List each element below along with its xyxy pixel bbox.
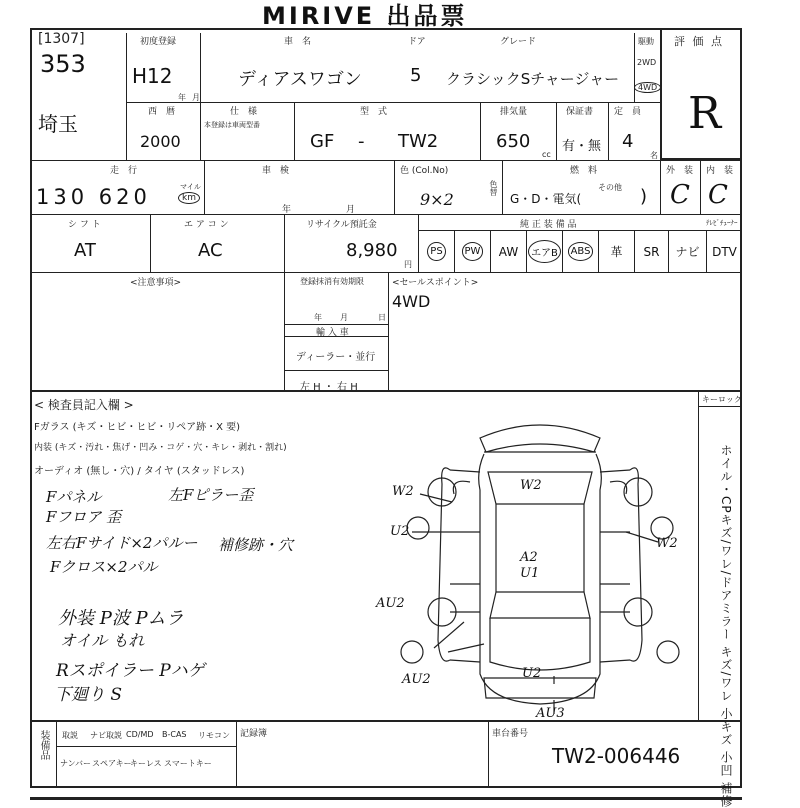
grid-line	[56, 746, 236, 747]
displacement-label: 排気量	[500, 107, 528, 117]
equipment-item-label: SR	[643, 244, 660, 259]
damage-mark: AU2	[402, 672, 431, 687]
grid-line	[388, 272, 389, 390]
model-value-1: GF	[310, 131, 335, 152]
grid-line	[30, 214, 742, 215]
reg-day: 日	[378, 313, 386, 322]
footer-item: キーレス	[130, 759, 162, 768]
drive-label: 駆動	[638, 37, 654, 46]
ac-label: エ ア コ ン	[184, 220, 229, 230]
equipment-item	[418, 231, 454, 272]
handnote-3: 左Fピラー歪	[168, 486, 254, 504]
model-value-3: TW2	[398, 131, 439, 152]
inspection-year: 年	[282, 205, 292, 215]
displacement-unit: cc	[542, 150, 551, 159]
keylock-label: キーロック	[702, 395, 742, 404]
lot-number: 353	[40, 50, 86, 78]
warranty-value: 有・無	[562, 139, 602, 154]
mileage-unit-circle: km	[178, 192, 200, 204]
handnote-10: 下廻り S	[54, 685, 123, 705]
inspection-month: 月	[346, 205, 356, 215]
lot-code: [1307]	[38, 31, 85, 47]
first-reg-value: H12	[132, 64, 173, 88]
sheet-title: MIRIVE 出品票	[262, 2, 468, 30]
fuel-close: )	[640, 186, 648, 207]
first-reg-month-label: 月	[192, 93, 200, 102]
capacity-unit: 名	[650, 151, 658, 160]
ac-value: AC	[198, 240, 223, 261]
grid-line	[660, 160, 661, 214]
capacity-value: 4	[622, 131, 634, 152]
chassis-value: TW2-006446	[552, 744, 681, 768]
fuel-other: その他	[598, 183, 622, 192]
western-year-value: 2000	[140, 132, 181, 151]
exterior-value: C	[670, 180, 690, 210]
damage-mark: U2	[390, 524, 410, 539]
grid-line	[488, 720, 489, 788]
footer-item: スマートキー	[164, 759, 212, 768]
grid-line	[236, 720, 237, 788]
footer-item: ナンバー	[60, 759, 92, 768]
warranty-label: 保証書	[566, 107, 594, 117]
caution-label: <注意事項>	[130, 278, 182, 288]
grid-line	[284, 272, 285, 390]
grid-line	[502, 160, 503, 214]
grade-value: クラシックSチャージャー	[446, 70, 620, 88]
mileage-unit-top: マイル	[180, 183, 201, 191]
first-reg-label: 初度登録	[140, 37, 177, 47]
grid-line	[30, 272, 742, 273]
tv-label: ﾃﾚﾋﾞﾁｭｰﾅｰ	[706, 219, 738, 227]
grid-line	[698, 406, 742, 407]
grid-line	[30, 390, 742, 392]
recycle-value: 8,980	[346, 240, 398, 261]
mileage-unit	[178, 192, 200, 204]
doors-value: 5	[410, 65, 422, 86]
grid-line	[126, 33, 127, 160]
equipment-item	[454, 231, 490, 272]
equipment-item-label: エアB	[528, 240, 561, 263]
origin-label: 仕 様	[230, 107, 258, 117]
grid-line	[30, 160, 742, 161]
footer-item: スペアキー	[92, 759, 132, 768]
side-damage-text: ホイル・CPキズ/ワレ/ドアミラー キズ/ワレ 小キズ 小凹 補修	[719, 444, 733, 808]
damage-mark: W2	[392, 484, 414, 499]
color-value: 9×2	[420, 190, 454, 209]
exterior-label: 外 装	[666, 166, 694, 176]
region: 埼玉	[38, 112, 78, 136]
equipment-item-label: PS	[427, 242, 445, 261]
damage-mark: A2	[520, 550, 538, 565]
equipment-item-label: ABS	[568, 242, 594, 261]
audio-line: オーディオ (無し・穴) / タイヤ (スタッドレス)	[34, 466, 245, 477]
grid-line	[294, 102, 295, 160]
sales-point-value: 4WD	[392, 292, 431, 311]
model-label: 型 式	[360, 107, 388, 117]
fuel-label: 燃 料	[570, 166, 598, 176]
handnote-4: 左右Fサイド×2パルー	[46, 534, 198, 552]
damage-mark: AU2	[376, 596, 405, 611]
import-value: ディーラー・並行	[296, 352, 376, 363]
equipment-item	[490, 231, 526, 272]
handnote-2: Fフロア 歪	[46, 508, 122, 526]
grid-line	[204, 160, 205, 214]
footer-item: ナビ取説	[90, 731, 122, 740]
record-label: 記録簿	[240, 729, 268, 739]
grade-label: グレード	[500, 37, 537, 47]
displacement-value: 650	[496, 131, 531, 152]
fuel-value: G・D・電気(	[510, 192, 582, 206]
score-value: R	[688, 88, 722, 139]
equipment-item-label: PW	[462, 242, 484, 261]
doors-label: ドア	[408, 37, 426, 47]
damage-mark: AU3	[536, 706, 565, 721]
western-year-label: 西 暦	[148, 107, 176, 117]
car-name-value: ディアスワゴン	[238, 69, 362, 90]
grid-line	[200, 33, 201, 160]
footer-item: リモコン	[198, 731, 230, 740]
shift-label: シ フ ト	[68, 220, 101, 230]
shift-value: AT	[74, 240, 96, 261]
glass-line: Fガラス (キズ・ヒビ・ヒビ・リペア跡・X 要)	[34, 422, 241, 433]
equipment-item-label: ナビ	[675, 245, 700, 259]
grid-line	[556, 102, 557, 160]
equipment-item	[668, 231, 706, 272]
grid-line	[150, 214, 151, 272]
damage-mark: U1	[520, 566, 540, 581]
equipment-item	[598, 231, 634, 272]
inspection-label: 車 検	[262, 166, 290, 176]
equipment-item-label: DTV	[712, 244, 737, 259]
drive-2wd: 2WD	[637, 58, 657, 67]
recycle-label: リサイクル預託金	[306, 220, 377, 230]
equipment-item	[634, 231, 668, 272]
equipment-label: 純 正 装 備 品	[520, 220, 577, 230]
mileage-value: 130 620	[36, 185, 151, 209]
damage-mark: W2	[656, 536, 678, 551]
grid-line	[284, 370, 388, 371]
chassis-label: 車台番号	[492, 729, 529, 739]
grid-line	[56, 720, 57, 788]
interior-line: 内装 (キズ・汚れ・焦げ・凹み・コゲ・穴・キレ・剥れ・割れ)	[34, 443, 287, 453]
recycle-unit: 円	[404, 260, 412, 269]
capacity-label: 定 員	[614, 107, 642, 117]
handnote-9: Rスポイラー Pハゲ	[56, 661, 205, 681]
color-label: 色 (Col.No)	[400, 166, 449, 176]
grid-line	[284, 214, 285, 272]
origin-note: 本登録は車両型番	[204, 121, 260, 129]
footer-item: 取説	[62, 731, 78, 740]
handnote-5: 補修跡・穴	[218, 536, 294, 554]
reg-expiry-label: 登録抹消有効期限	[300, 277, 364, 286]
score-label: 評 価 点	[674, 35, 724, 48]
equipment-item-label: AW	[498, 244, 519, 259]
equipment-item-label: 革	[610, 245, 623, 259]
equipment-item	[706, 231, 742, 272]
inspector-heading: < 検査員記入欄 >	[34, 398, 134, 412]
interior-label: 内 装	[706, 166, 734, 176]
handnote-8: オイル もれ	[60, 631, 145, 650]
equipment-item	[526, 231, 562, 272]
first-reg-year-label: 年	[178, 93, 186, 102]
grid-line	[608, 102, 609, 160]
handnote-7: 外装 P波 Pムラ	[58, 608, 184, 629]
grid-line	[126, 102, 660, 103]
footer-item: CD/MD	[126, 730, 154, 739]
grid-line	[30, 720, 742, 722]
car-name-label: 車 名	[284, 37, 312, 47]
interior-value: C	[708, 180, 728, 210]
drive-4wd	[634, 82, 661, 93]
equipment-item	[562, 231, 598, 272]
mileage-label: 走 行	[110, 166, 138, 176]
footer-item: B-CAS	[162, 730, 187, 739]
steering-value: 左 H ・ 右 H	[300, 382, 358, 393]
grid-line	[480, 102, 481, 160]
footer-equipment-label: 装備品	[38, 730, 49, 760]
reg-month: 月	[340, 313, 348, 322]
damage-mark: W2	[520, 478, 542, 493]
grid-line	[394, 160, 395, 214]
reg-year: 年	[314, 313, 322, 322]
import-label: 輸 入 車	[316, 328, 349, 338]
model-value-2: -	[358, 131, 365, 152]
drive-4wd-circle: 4WD	[634, 82, 661, 93]
color-side-label: 色替	[489, 180, 498, 196]
grid-line	[700, 160, 701, 214]
sales-point-label: <セールスポイント>	[392, 278, 479, 288]
handnote-6: Fクロス×2パル	[50, 558, 158, 576]
handnote-1: Fパネル	[46, 488, 102, 506]
damage-mark: U2	[522, 666, 542, 681]
